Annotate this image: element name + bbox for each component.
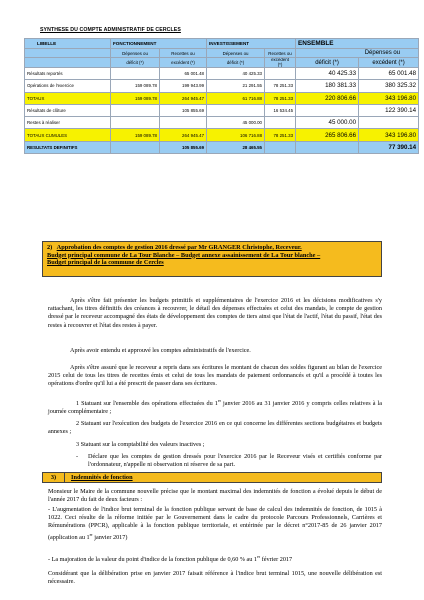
cell-e-rec [359, 117, 419, 129]
paragraph-indice-brut: - L'augmentation de l'indice brut terminal de la fonction publique servant de base de calcul des indemnités de fonction, de 1015 à 1022. Ceci résulte de la réforme initiée par le Gouvernement dans le cadre du protocole Parcours Professionnels, Carrières et Rémunérations (PPCR), applicable à la fonction publique territoriale, et entérinée par le décret n°2017-85 de 26 janvier 2017 (application au 1er janvier 2017) [48, 506, 382, 541]
table-row [25, 141, 419, 153]
cell-i-dep: 21 291.55 [207, 80, 265, 92]
cell-i-dep: 106 716.88 [207, 129, 265, 141]
paragraph-presentation: Après s'être fait présenter les budgets primitifs et supplémentaires de l'exercice 2016 et les décisions modificatives s'y rattachant, les titres définitifs des créances à recouvrer, le détail des dépenses effectuées et celui des mandats, le compte de gestion dressé par le receveur accompagné des états de développement des comptes de tiers ainsi que l'état de l'actif, l'état du passif, l'état des restes à recouvrer et l'état des restes à payer. [48, 297, 382, 329]
table-subheader-row [25, 49, 419, 58]
row-label: Résultats de clôture [25, 104, 111, 116]
cell-i-dep: 28 465.55 [207, 141, 265, 153]
table-row [25, 92, 419, 104]
header-f-recettes: Recettes ou [160, 49, 207, 58]
header-i-recettes: Recettes ou [265, 49, 296, 58]
cell-e-dep: 40 425.33 [296, 68, 359, 80]
cell-e-dep: 45 000.00 [296, 117, 359, 129]
cell-f-rec: 105 855.69 [160, 104, 207, 116]
header-i-excedent: excédent (*) [265, 58, 296, 68]
cell-e-rec: 380 325.32 [359, 80, 419, 92]
section-2-line-3: Budget principal de la commune de Cercles [47, 259, 164, 267]
section-2-heading [42, 241, 382, 277]
cell-i-rec: 16 534.45 [265, 104, 296, 116]
cell-f-rec: 264 945.47 [160, 92, 207, 104]
paragraph-statuant-3: 3 Statuant sur la comptabilité des valeurs inactives ; [76, 441, 205, 448]
row-label: Restes à réaliser [25, 117, 111, 129]
header-i-depenses: Dépenses ou [207, 49, 265, 58]
cell-e-dep [296, 141, 359, 153]
cell-e-rec: 343 196.80 [359, 129, 419, 141]
header-investissement: INVESTISSEMENT [207, 39, 296, 49]
cell-f-dep [111, 141, 160, 153]
cell-e-dep: 180 381.33 [296, 80, 359, 92]
header-e-depenses: Dépenses ou [296, 49, 419, 58]
section-3-heading [42, 472, 382, 483]
cell-i-rec [265, 68, 296, 80]
row-label: TOTAUX CUMULES [25, 129, 111, 141]
cell-i-dep: 40 425.33 [207, 68, 265, 80]
table-row [25, 80, 419, 92]
cell-f-dep [111, 117, 160, 129]
header-f-excedent: excédent (*) [160, 58, 207, 68]
synthesis-title: SYNTHESE DU COMPTE ADMINISTRATIF DE CERCLES [40, 27, 181, 33]
paragraph-point-indice: - La majoration de la valeur du point d'indice de la fonction publique de 0,60 % au 1er février 2017 [48, 554, 293, 564]
header-e-excedent: excédent (*) [359, 58, 419, 68]
section-2-number: 2) [47, 244, 53, 251]
row-label: RESULTATS DEFINITIFS [25, 141, 111, 153]
table-row [25, 104, 419, 116]
header-libelle: LIBELLE [25, 39, 111, 49]
cell-i-rec: 78 251.33 [265, 92, 296, 104]
cell-f-dep: 159 089.78 [111, 129, 160, 141]
cell-i-rec: 78 251.33 [265, 80, 296, 92]
table-subheader-row [25, 58, 419, 68]
cell-e-rec: 343 196.80 [359, 92, 419, 104]
header-ensemble: ENSEMBLE [296, 39, 419, 49]
paragraph-declare: - Déclare que les comptes de gestion dressés pour l'exercice 2016 par le Receveur visés et certifiés conforme par l'ordonnateur, n'appelle ni observation ni réserve de sa part. [76, 453, 382, 469]
cell-f-rec: 105 855.69 [160, 141, 207, 153]
synthesis-table [24, 38, 419, 154]
cell-i-rec [265, 117, 296, 129]
table-header-row [25, 39, 419, 49]
section-3-title: Indemnités de fonction [71, 474, 133, 481]
header-i-deficit: déficit (*) [207, 58, 265, 68]
cell-f-dep [111, 68, 160, 80]
cell-e-dep: 220 806.66 [296, 92, 359, 104]
cell-e-dep [296, 104, 359, 116]
cell-f-rec: 65 001.48 [160, 68, 207, 80]
row-label: Résultats reportés [25, 68, 111, 80]
paragraph-considerant: Considérant que la délibération prise en janvier 2017 faisait référence à l'indice brut terminal 1015, une nouvelle délibération est nécessaire. [48, 570, 382, 586]
header-e-deficit: déficit (*) [296, 58, 359, 68]
cell-f-rec [160, 117, 207, 129]
row-label: TOTAUX [25, 92, 111, 104]
paragraph-indemnites-intro: Monsieur le Maire de la commune nouvelle précise que le montant maximal des indemnités de fonction a évolué depuis le début de l'année 2017 du fait de deux facteurs : [48, 488, 382, 504]
cell-i-dep [207, 104, 265, 116]
section-2-line-1: Approbation des comptes de gestion 2016 dressé par Mr GRANGER Christophe, Receveur. [56, 244, 302, 251]
header-empty [25, 49, 111, 58]
section-2-line-2: Budget principal commune de La Tour Blanche – Budget annexe assainissement de La Tour blanche – [47, 251, 321, 259]
table-row [25, 129, 419, 141]
cell-f-dep: 159 089.78 [111, 92, 160, 104]
cell-e-rec: 77 390.14 [359, 141, 419, 153]
cell-e-rec: 122 390.14 [359, 104, 419, 116]
cell-f-rec: 199 943.99 [160, 80, 207, 92]
cell-i-rec: 78 251.33 [265, 129, 296, 141]
cell-f-dep [111, 104, 160, 116]
row-label: Opérations de l'exercice [25, 80, 111, 92]
cell-e-rec: 65 001.48 [359, 68, 419, 80]
table-row [25, 68, 419, 80]
paragraph-approval: Après avoir entendu et approuvé les comptes administratifs de l'exercice. [70, 347, 251, 354]
table-row [25, 117, 419, 129]
section-3-number: 3) [43, 473, 65, 483]
cell-f-rec: 264 945.47 [160, 129, 207, 141]
cell-i-dep: 45 000.00 [207, 117, 265, 129]
cell-i-dep: 61 716.88 [207, 92, 265, 104]
header-f-depenses: Dépenses ou [111, 49, 160, 58]
paragraph-receveur: Après s'être assuré que le receveur a repris dans ses écritures le montant de chacun des soldes figurant au bilan de l'exercice 2015 celui de tous les titres de recettes émis et celui de tous les mandats de paiement ordonnancés et qu'il a procédé à toutes les opérations d'ordre qu'il lui a été prescrit de passer dans ses écritures. [48, 364, 382, 388]
cell-i-rec [265, 141, 296, 153]
cell-e-dep: 265 806.66 [296, 129, 359, 141]
cell-f-dep: 159 089.78 [111, 80, 160, 92]
paragraph-statuant-2: 2 Statuant sur l'exécution des budgets de l'exercice 2016 en ce qui concerne les différentes sections budgétaires et budgets annexes ; [48, 420, 382, 436]
paragraph-statuant-1: 1 Statuant sur l'ensemble des opérations effectuées du 1er janvier 2016 au 31 janvier 2016 y compris celles relatives à la journée complémentaire ; [48, 398, 382, 416]
header-empty [25, 58, 111, 68]
header-f-deficit: déficit (*) [111, 58, 160, 68]
header-fonctionnement: FONCTIONNEMENT [111, 39, 207, 49]
